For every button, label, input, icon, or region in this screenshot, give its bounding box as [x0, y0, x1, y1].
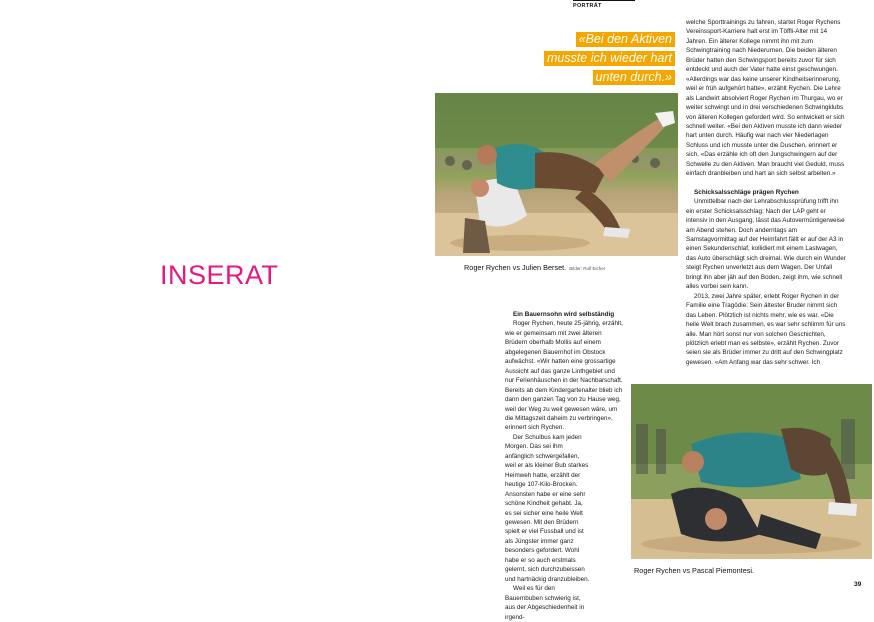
article-paragraph: Der Schulbus kam jeden Morgen. Das sei ihm anfänglich schwergefallen, weil er als kleiner Bub starkes Heimweh hatte, erzählt der heutige 107-Kilo-Brocken. Ansonsten habe er eine sehr schöne Kindheit gehabt. Ja, es sei sicher eine heile Welt gewesen. Mit den Brüdern spielt er viel Fussball und ist als Jüngster immer ganz besonders gefordert. Wohl habe er so auch erstmals gelernt, sich durchzubeissen und hartnäckig dranzubleiben.	[505, 433, 590, 583]
pull-quote-line: unten durch.»	[593, 70, 675, 85]
photo-2-caption: Roger Rychen vs Pascal Piemontesi.	[634, 566, 755, 575]
pull-quote-line: «Bei den Aktiven	[576, 32, 675, 47]
article-subheading: Schicksalsschläge prägen Rychen	[694, 188, 799, 196]
article-paragraph: Roger Rychen, heute 25-jährig, erzählt, wie er gemeinsam mit zwei älteren Brüdern oberhalb Mollis auf einem abgelegenen Bauernhof im Obstock aufwächst. «Wir hatten eine grossartige Aussicht auf das ganze Linthgebiet und nur Ferienhäuschen in der Nachbarschaft. Bereits ab dem Kindergartenalter blieb ich dann den ganzen Tag von zu Hause weg, weil der Weg zu weit gewesen wäre, um die Mittagszeit daheim zu verbringen», erinnert sich Rychen.	[505, 320, 623, 432]
article-paragraph: Unmittelbar nach der Lehrabschlussprüfung trifft ihn ein erster Schicksalsschlag: Nach der LAP geht er intensiv in den Ausgang, lässt das Autovermüntigerweise am Abend stehen. Doch anderntags am Samstagvormittag auf der Heimfahrt fällt er auf der A3 in einen Sekundenschlaf, kollidiert mit einem Lastwagen, das Auto überschlägt sich dreimal. Wie durch ein Wunder steigt Rychen unverletzt aus dem Wagen. Der Unfall bringt ihn aber jäh auf den Boden, zeigt ihm, wie schnell alles vorbei sein kann.	[686, 198, 846, 291]
section-rule	[573, 0, 635, 1]
pull-quote	[530, 30, 675, 87]
photo-1-caption	[464, 263, 605, 272]
wrestling-photo-2	[631, 384, 872, 559]
pull-quote-line: musste ich wieder hart	[544, 51, 675, 66]
article-paragraph: 2013, zwei Jahre später, erlebt Roger Rychen in der Familie eine Tragödie: Sein ältester Bruder nimmt sich das Leben. Plötzlich ist nichts mehr, wie es war. «Die heile Welt brach zusammen, es war sehr schlimm für uns alle. Man hört sonst nur von solchen Geschichten, plötzlich erlebt man es selbste», erzählt Rychen. Zuvor seien sie als Brüder immer zu dritt auf den Schwingplatz gewesen. «Am Anfang war das sehr schwer. Ich	[686, 292, 846, 366]
article-paragraph: Weil es für den Bauernbuben schwierig ist, aus der Abgeschiedenheit in irgend-	[505, 585, 585, 621]
article-paragraph: welche Sporttrainings zu fahren, startet Roger Rychens Vereinssport-Karriere halt erst im Töffli-Alter mit 14 Jahren. Ein älterer Kollege nimmt ihn mit zum Schwingtraining nach Niederurnen. Die beiden älteren Brüder hatten den Schwingsport bereits zuvor für sich entdeckt und auch der Vater hatte einst geschwungen. «Allerdings war das keine unserer Kindheitserinnerung, weil er früh aufgehört hatte», erzählt Rychen. Die Lehre als Landwirt absolviert Roger Rychen im Thurgau, wo er weiter schwingt und in drei verschiedenen Schwingklubs von älteren Kollegen gefordert wird. So entwickelt er sich schnell weiter. «Bei den Aktiven musste ich dann wieder hart unten durch. Häufig war nach vier Niederlagen Schluss und ich musste unter die Duschen, erinnert er sich. «Das erzähle ich oft den Jungschwingern auf der Schwelle zu den Aktiven. Man braucht viel Geduld, muss einfach dranbleiben und hart an sich selbst arbeiten.»	[686, 19, 845, 178]
article-column-left	[505, 310, 624, 622]
article-column-right	[686, 18, 847, 367]
article-subheading: Ein Bauernsohn wird selbständig	[513, 311, 615, 318]
page-number: 39	[854, 581, 862, 588]
caption-text: Roger Rychen vs Julien Berset.	[464, 263, 567, 272]
section-label: PORTRÄT	[573, 3, 602, 9]
ad-placeholder: INSERAT	[160, 260, 279, 290]
wrestling-photo-1	[435, 93, 678, 256]
photo-credit: Bilder: Rolf Eicher	[569, 266, 606, 271]
